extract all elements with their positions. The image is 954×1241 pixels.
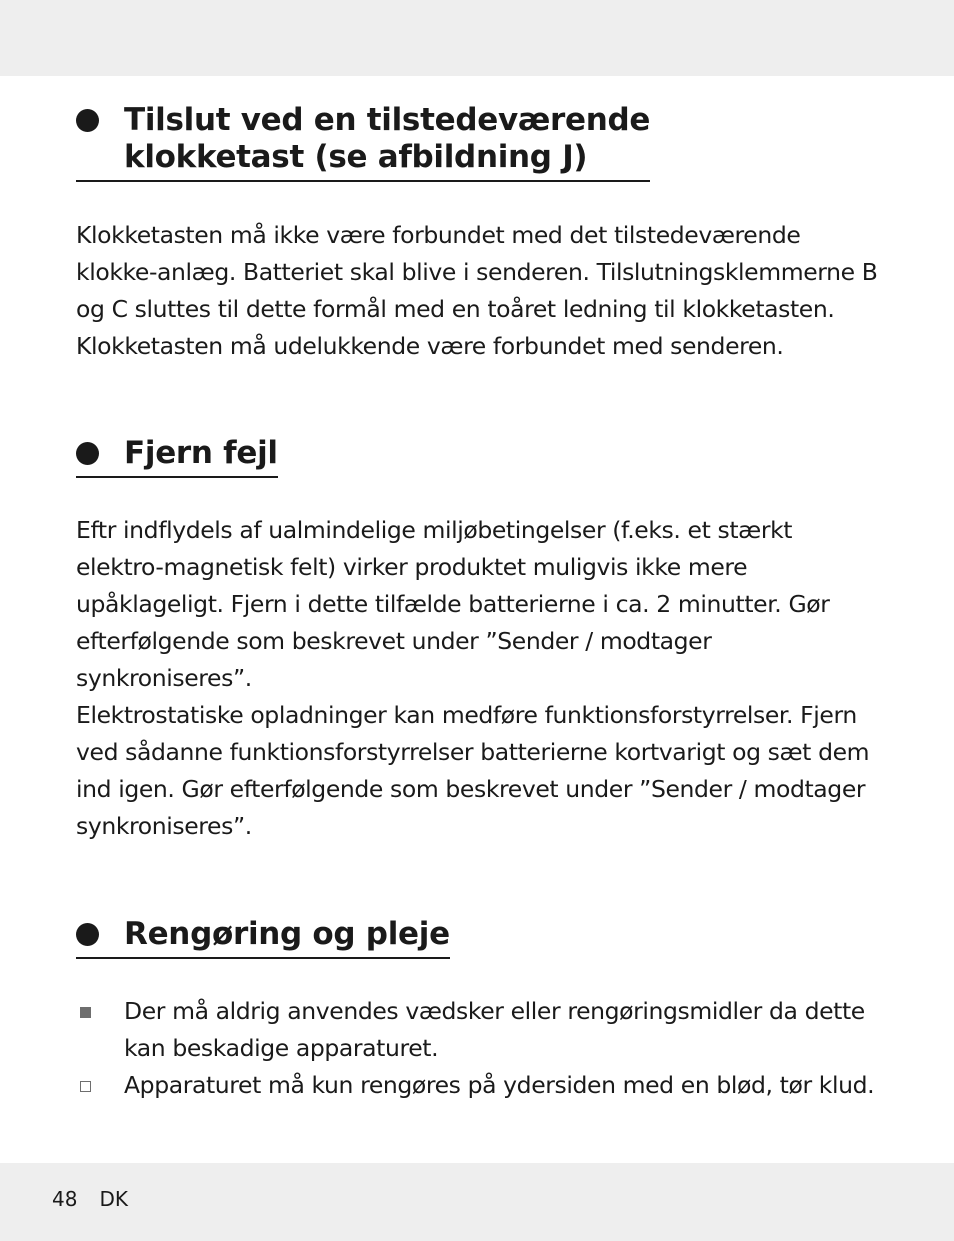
paragraph-fjern-fejl-1: Eftr indflydels af ualmindelige miljøbetingelser (f.eks. et stærkt elektro-magnetisk felt) virker produktet muligvis ikke mere upåklageligt. Fjern i dette tilfælde batterierne i ca. 2 minutter. Gør efterfølgende som beskrevet under ”Sender / modtager synkroniseres”.: [76, 516, 830, 692]
filled-square-bullet-icon: [80, 1007, 91, 1018]
list-item-text: Der må aldrig anvendes vædsker eller rengøringsmidler da dette kan beskadige apparaturet.: [124, 997, 865, 1062]
list-item: [76, 1067, 886, 1104]
heading-line-1: Rengøring og pleje: [124, 916, 450, 952]
page-number: 48: [52, 1187, 78, 1211]
heading-bullet-icon: [76, 923, 99, 946]
paragraph-fjern-fejl-2: Elektrostatiske opladninger kan medføre funktionsforstyrrelser. Fjern ved sådanne funktionsforstyrrelser batterierne kortvarigt og sæt dem ind igen. Gør efterfølgende som beskrevet under ”Sender / modtager synkroniseres”.: [76, 701, 870, 840]
section-heading-fjern-fejl: [76, 435, 278, 478]
list-item: [76, 993, 886, 1067]
section-heading-rengoring: [76, 916, 450, 959]
heading-line-1: Tilslut ved en tilstedeværende: [124, 102, 651, 138]
heading-line-1: Fjern fejl: [124, 435, 278, 471]
heading-bullet-icon: [76, 442, 99, 465]
section-heading-tilslut: [76, 102, 650, 182]
list-item-text: Apparaturet må kun rengøres på ydersiden med en blød, tør klud.: [124, 1071, 875, 1099]
paragraph-tilslut: Klokketasten må ikke være forbundet med det tilstedeværende klokke-anlæg. Batteriet skal blive i senderen. Tilslutningsklemmerne B og C sluttes til dette formål med en toåret ledning til klokketasten. Klokketasten må udelukkende være forbundet med senderen.: [76, 221, 878, 360]
heading-bullet-icon: [76, 109, 99, 132]
page-footer: [52, 1186, 150, 1212]
language-code: DK: [99, 1187, 128, 1211]
page-top-band: [0, 0, 954, 76]
hollow-square-bullet-icon: [80, 1081, 91, 1092]
heading-line-2: klokketast (se afbildning J): [124, 139, 588, 175]
